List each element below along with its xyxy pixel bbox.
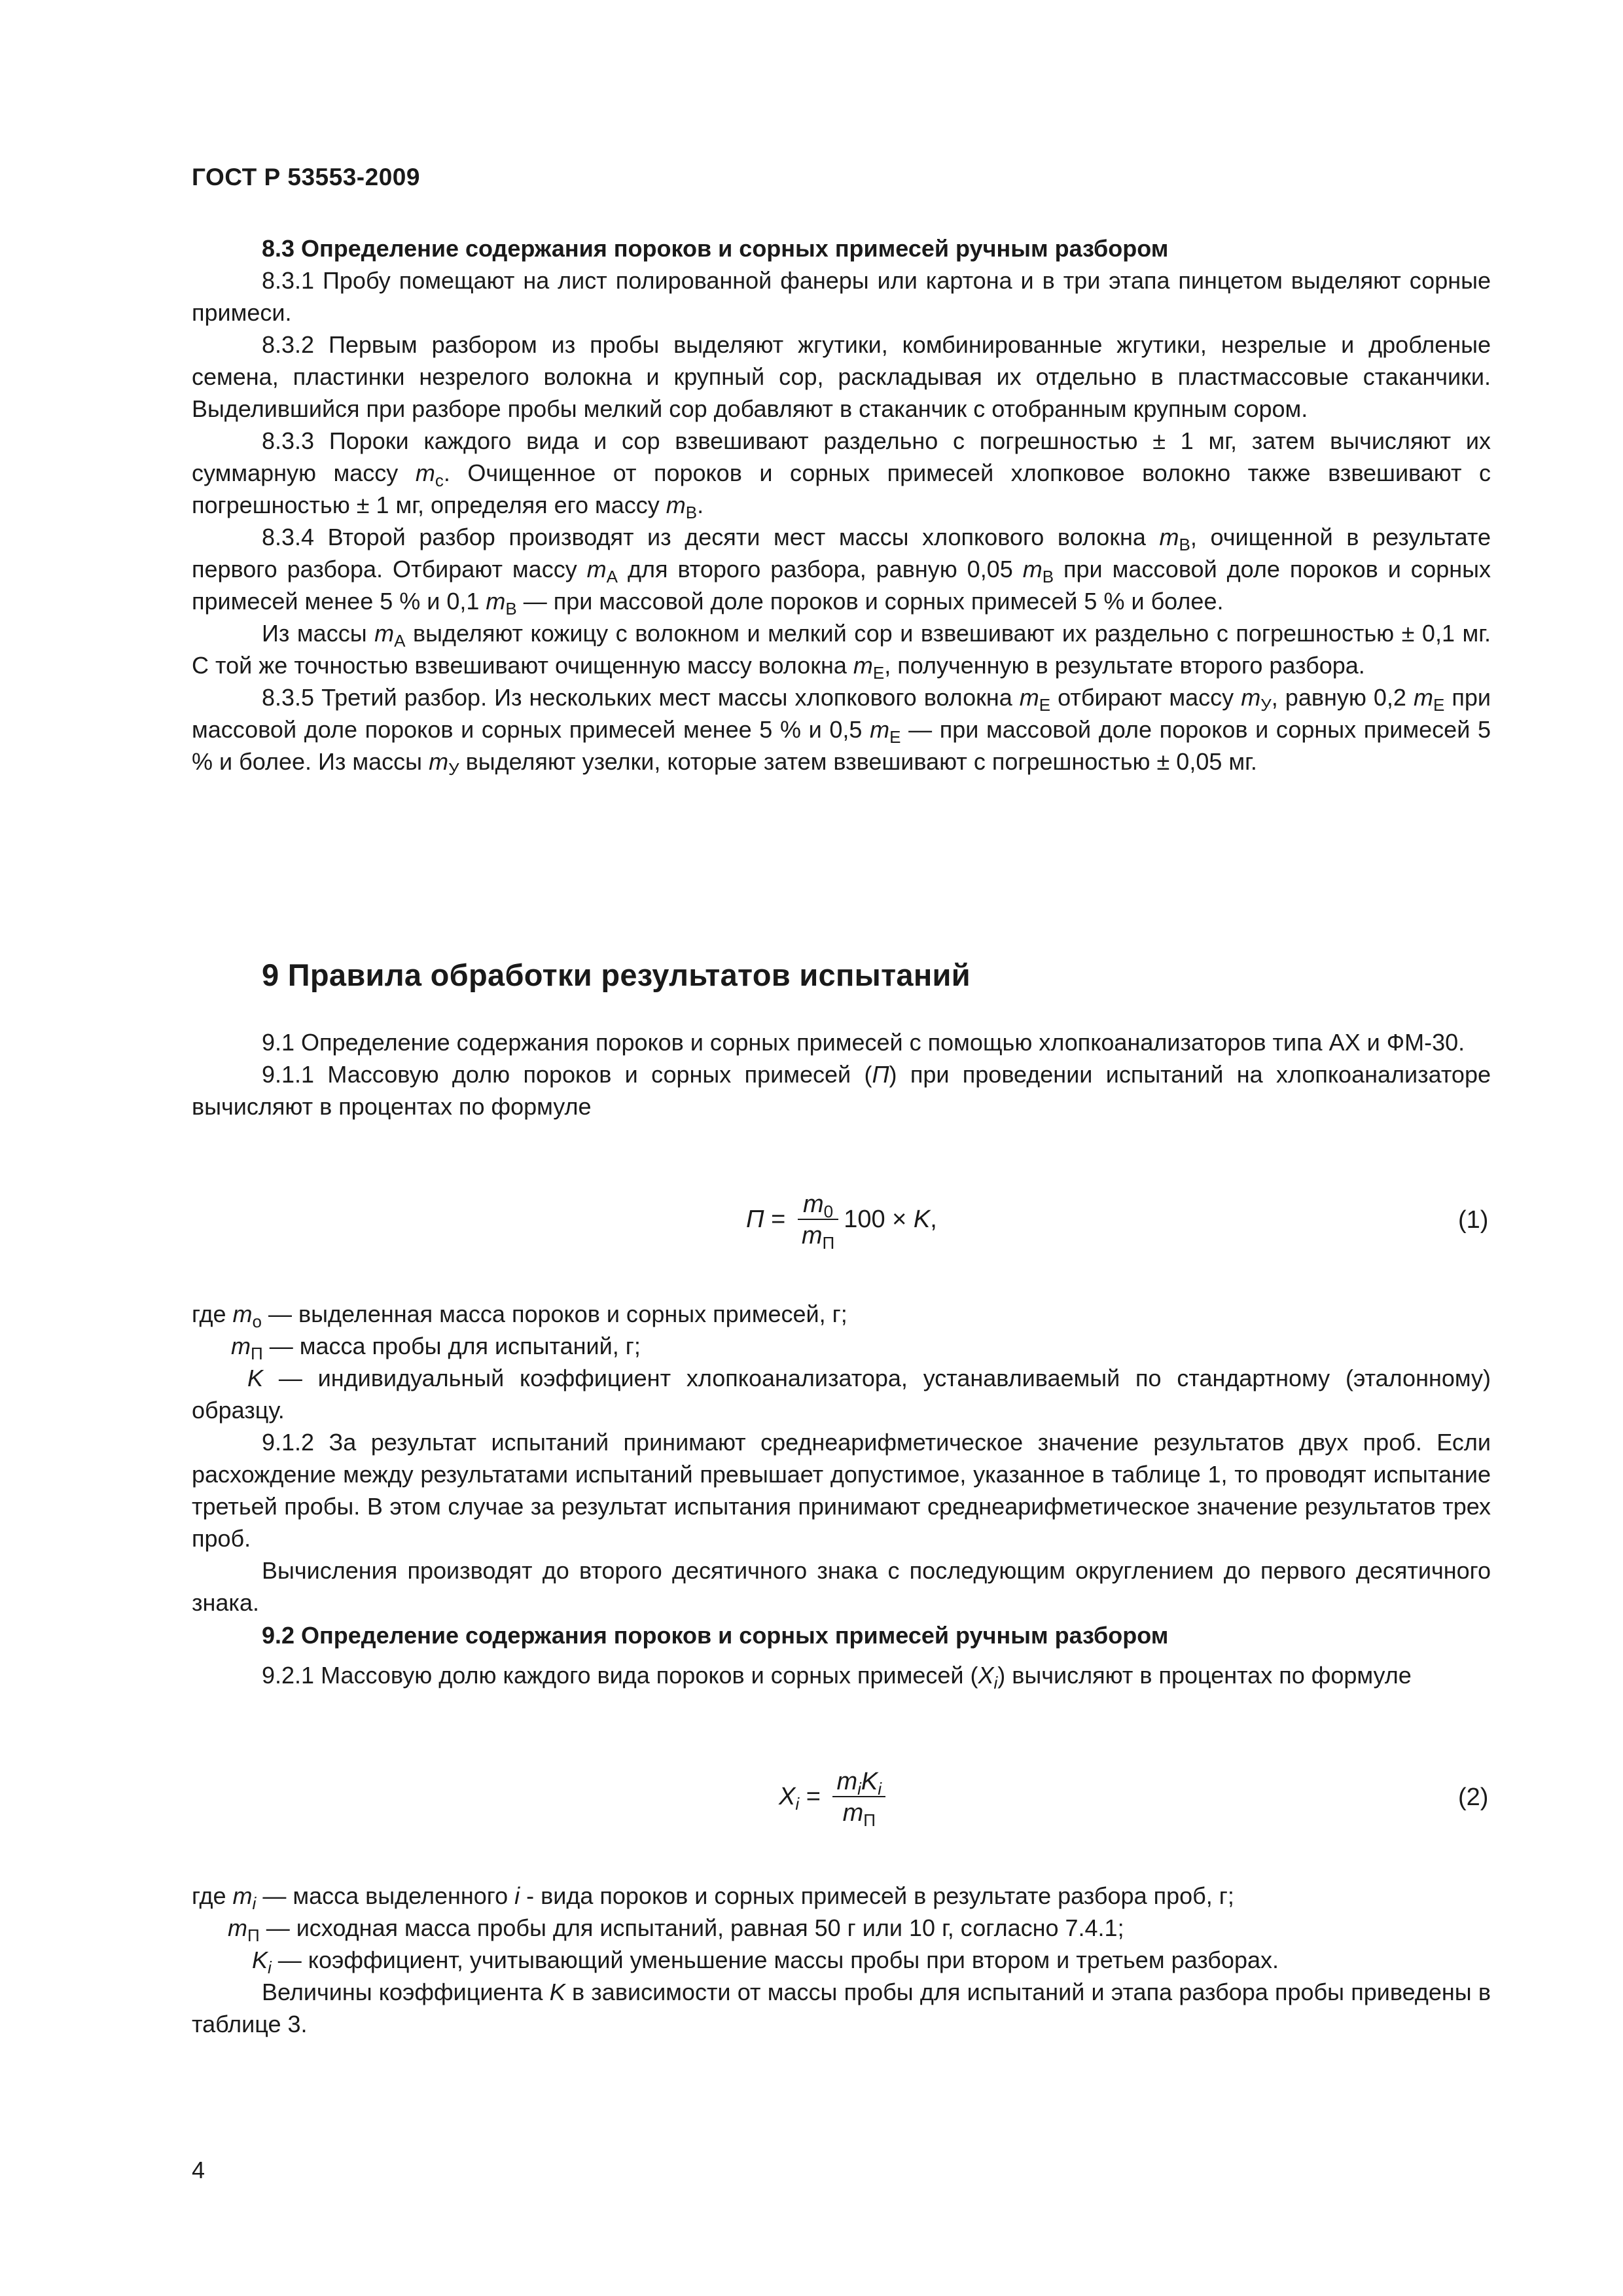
legend-mp2: $m_П$ — исходная масса пробы для испытаний, равная 50 г или 10 г, согласно 7.4.1;: [228, 1914, 1124, 1945]
section-8-3: [192, 232, 1491, 778]
formula-2: $X_i$ = $\frac{m_iK_i}{m_П}$: [779, 1767, 891, 1829]
section-9-title: 9 Правила обработки результатов испытаний: [262, 958, 971, 992]
formula-1: П = $\frac{m_0}{m_П}$ 100 × K,: [746, 1191, 937, 1253]
paragraph-8-3-1: 8.3.1 Пробу помещают на лист полированной фанеры или картона и в три этапа пинцетом выделяют сорные примеси.: [192, 267, 1491, 326]
legend-mp: $m_П$ — масса пробы для испытаний, г;: [231, 1333, 641, 1363]
paragraph-8-3-5: 8.3.5 Третий разбор. Из нескольких мест массы хлопкового волокна $m_Е$ отбирают массу $m_У$, равную 0,2 $m_Е$ при массовой доле пороков и сорных примесей менее 5 % и 0,5 $m_Е$ — при массовой доле пороков и сорных примесей 5 % и более. Из массы $m_У$ выделяют узелки, которые затем взвешивают с погрешностью ± 0,05 мг.: [192, 684, 1491, 779]
paragraph-9-2-1: 9.2.1 Массовую долю каждого вида пороков и сорных примесей $(X_i)$ вычисляют в процентах по формуле: [262, 1662, 1412, 1693]
paragraph-8-3-2: 8.3.2 Первым разбором из пробы выделяют жгутики, комбинированные жгутики, незрелые и дробленые семена, пластинки незрелого волокна и крупный сор, раскладывая их отдельно в пластмассовые стаканчики. Выделившийся при разборе пробы мелкий сор добавляют в стаканчик с отобранным крупным сором.: [192, 331, 1491, 422]
section-8-3-title: 8.3 Определение содержания пороков и сорных примесей ручным разбором: [262, 235, 1169, 262]
section-9-2-title: 9.2 Определение содержания пороков и сорных примесей ручным разбором: [262, 1622, 1169, 1649]
formula-1-legend: [192, 1298, 1491, 1619]
paragraph-8-3-4: 8.3.4 Второй разбор производят из десяти мест массы хлопкового волокна $m_В$, очищенной в результате первого разбора. Отбирают массу $m_А$ для второго разбора, равную 0,05 $m_В$ при массовой доле пороков и сорных примесей менее 5 % и 0,1 $m_В$ — при массовой доле пороков и сорных примесей 5 % и более.: [192, 524, 1491, 619]
legend-k: K — индивидуальный коэффициент хлопкоанализатора, устанавливаемый по стандартному (эталонному) образцу.: [192, 1365, 1491, 1424]
formula-2-fraction: $\frac{m_iK_i}{m_П}$: [832, 1767, 885, 1829]
formula-2-legend: [192, 1880, 1491, 2040]
paragraph-9-1-2: 9.1.2 За результат испытаний принимают среднеарифметическое значение результатов двух проб. Если расхождение между результатами испытаний превышает допустимое, указанное в таблице 1, то проводят испытание третьей пробы. В этом случае за результат испытания принимают среднеарифметическое значение результатов трех проб.: [192, 1429, 1491, 1552]
legend-mi: где $m_i$ — масса выделенного i - вида пороков и сорных примесей в результате разбора проб, г;: [192, 1882, 1234, 1913]
paragraph-9-1-1: 9.1.1 Массовую долю пороков и сорных примесей (П) при проведении испытаний на хлопкоанализаторе вычисляют в процентах по формуле: [192, 1061, 1491, 1120]
page-number: 4: [192, 2157, 205, 2183]
section-9-2: [192, 1619, 1491, 1691]
formula-2-number: (2): [1458, 1784, 1489, 1811]
legend-m0: где $m_о$ — выделенная масса пороков и сорных примесей, г;: [192, 1300, 847, 1331]
paragraph-8-3-3: 8.3.3 Пороки каждого вида и сор взвешивают раздельно с погрешностью ± 1 мг, затем вычисляют их суммарную массу $m_с$. Очищенное от пороков и сорных примесей хлопковое волокно также взвешивают с погрешностью ± 1 мг, определяя его массу $m_В$.: [192, 427, 1491, 522]
section-9-1: [192, 1026, 1491, 1122]
document-header: ГОСТ Р 53553-2009: [192, 164, 420, 190]
paragraph-9-1-2-cont: Вычисления производят до второго десятичного знака с последующим округлением до первого десятичного знака.: [192, 1557, 1491, 1616]
formula-1-number: (1): [1458, 1206, 1489, 1234]
paragraph-table3-ref: Величины коэффициента K в зависимости от массы пробы для испытаний и этапа разбора пробы приведены в таблице 3.: [192, 1979, 1491, 2037]
paragraph-8-3-4-cont: Из массы $m_А$ выделяют кожицу с волокном и мелкий сор и взвешивают их раздельно с погрешностью ± 0,1 мг. С той же точностью взвешивают очищенную массу волокна $m_Е$, полученную в результате второго разбора.: [192, 620, 1491, 683]
formula-1-fraction: $\frac{m_0}{m_П}$: [798, 1190, 838, 1251]
paragraph-9-1: 9.1 Определение содержания пороков и сорных примесей с помощью хлопкоанализаторов типа АХ и ФМ-30.: [262, 1029, 1465, 1056]
legend-ki: $K_i$ — коэффициент, учитывающий уменьшение массы пробы при втором и третьем разборах.: [252, 1946, 1279, 1977]
